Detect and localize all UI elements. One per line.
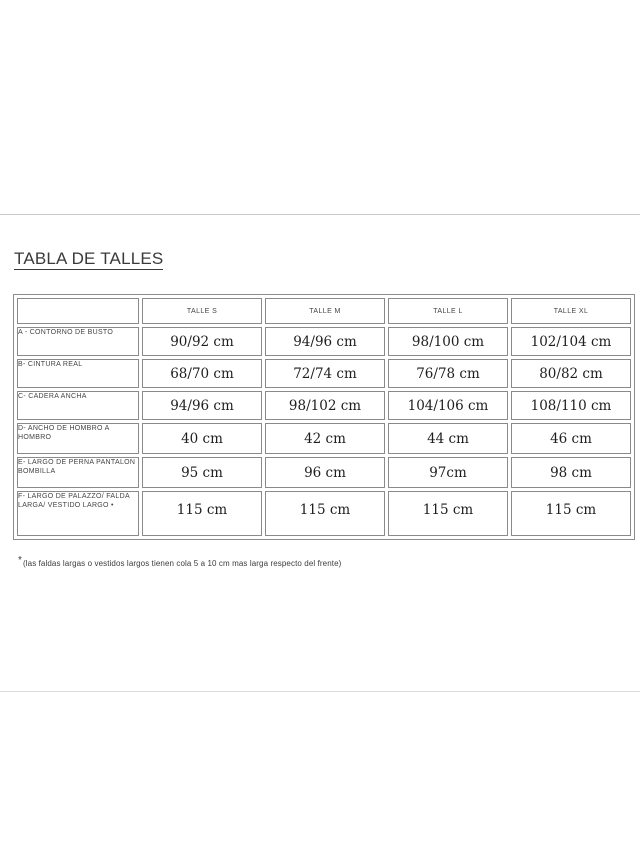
measurement-cell: 96 cm	[265, 457, 385, 488]
measurement-cell: 104/106 cm	[388, 391, 508, 420]
measurement-cell: 76/78 cm	[388, 359, 508, 388]
measurement-cell: 80/82 cm	[511, 359, 631, 388]
measurement-cell: 115 cm	[142, 491, 262, 536]
table-row	[17, 457, 631, 488]
row-label: C- CADERA ANCHA	[17, 391, 139, 420]
measurement-cell: 40 cm	[142, 423, 262, 454]
row-label: F- LARGO DE PALAZZO/ FALDA LARGA/ VESTIDO LARGO •	[17, 491, 139, 536]
measurement-cell: 98/100 cm	[388, 327, 508, 356]
measurement-cell: 98/102 cm	[265, 391, 385, 420]
measurement-cell: 95 cm	[142, 457, 262, 488]
table-row	[17, 327, 631, 356]
table-corner-cell	[17, 298, 139, 324]
measurement-cell: 115 cm	[511, 491, 631, 536]
measurement-cell: 102/104 cm	[511, 327, 631, 356]
table-row	[17, 491, 631, 536]
footnote-marker: *	[18, 555, 22, 566]
measurement-cell: 115 cm	[388, 491, 508, 536]
measurement-cell: 46 cm	[511, 423, 631, 454]
size-header-m: TALLE M	[265, 298, 385, 324]
measurement-cell: 90/92 cm	[142, 327, 262, 356]
table-row	[17, 423, 631, 454]
size-table	[13, 294, 635, 540]
size-header-l: TALLE L	[388, 298, 508, 324]
row-label: D- ANCHO DE HOMBRO A HOMBRO	[17, 423, 139, 454]
footnote	[18, 555, 342, 569]
row-label: B- CINTURA REAL	[17, 359, 139, 388]
measurement-cell: 97cm	[388, 457, 508, 488]
table-row	[17, 359, 631, 388]
measurement-cell: 94/96 cm	[265, 327, 385, 356]
measurement-cell: 72/74 cm	[265, 359, 385, 388]
table-row	[17, 391, 631, 420]
measurement-cell: 44 cm	[388, 423, 508, 454]
row-label: A - CONTORNO DE BUSTO	[17, 327, 139, 356]
measurement-cell: 115 cm	[265, 491, 385, 536]
measurement-cell: 98 cm	[511, 457, 631, 488]
row-label: E- LARGO DE PERNA PANTALON BOMBILLA	[17, 457, 139, 488]
table-header-row	[17, 298, 631, 324]
measurement-cell: 42 cm	[265, 423, 385, 454]
size-header-xl: TALLE XL	[511, 298, 631, 324]
footnote-text: (las faldas largas o vestidos largos tienen cola 5 a 10 cm mas larga respecto del frente)	[23, 559, 342, 568]
measurement-cell: 108/110 cm	[511, 391, 631, 420]
measurement-cell: 68/70 cm	[142, 359, 262, 388]
size-chart-card	[0, 214, 640, 692]
measurement-cell: 94/96 cm	[142, 391, 262, 420]
size-header-s: TALLE S	[142, 298, 262, 324]
page-title: TABLA DE TALLES	[14, 249, 164, 268]
